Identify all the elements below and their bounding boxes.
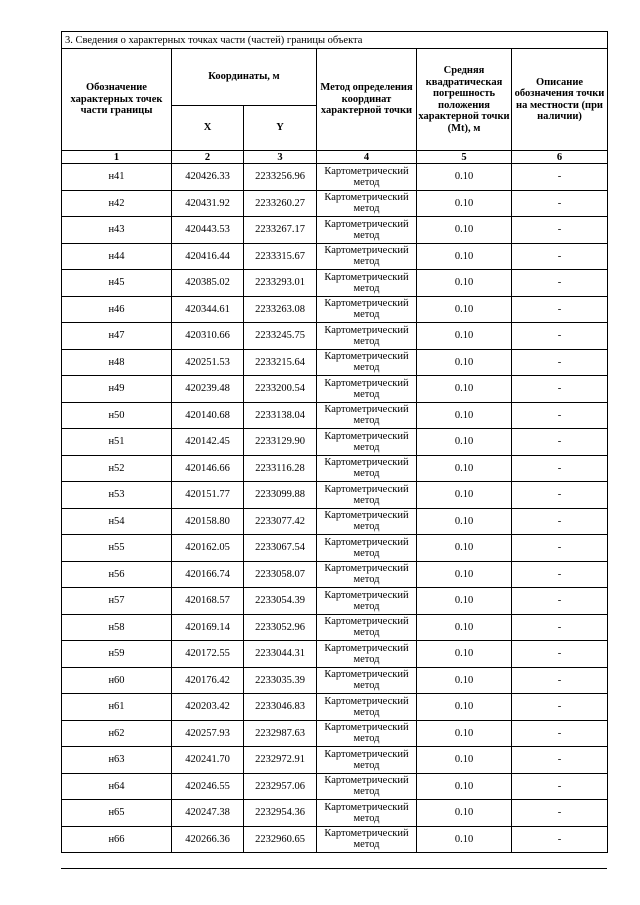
table-row <box>62 455 608 482</box>
cell-error: 0.10 <box>417 800 512 827</box>
cell-y-coordinate: 2232987.63 <box>244 720 317 747</box>
cell-error: 0.10 <box>417 323 512 350</box>
table-row <box>62 641 608 668</box>
cell-point-designation: н52 <box>62 455 172 482</box>
cell-x-coordinate: 420246.55 <box>172 773 244 800</box>
cell-point-designation: н53 <box>62 482 172 509</box>
cell-point-designation: н49 <box>62 376 172 403</box>
cell-error: 0.10 <box>417 482 512 509</box>
cell-y-coordinate: 2233035.39 <box>244 667 317 694</box>
table-caption: 3. Сведения о характерных точках части (частей) границы объекта <box>62 32 608 49</box>
column-number: 3 <box>244 151 317 164</box>
cell-error: 0.10 <box>417 190 512 217</box>
column-number-row <box>62 151 608 164</box>
table-row <box>62 800 608 827</box>
table-row <box>62 217 608 244</box>
cell-method: Картометрический метод <box>317 641 417 668</box>
cell-error: 0.10 <box>417 429 512 456</box>
cell-point-designation: н43 <box>62 217 172 244</box>
cell-point-designation: н41 <box>62 164 172 191</box>
cell-point-designation: н56 <box>62 561 172 588</box>
cell-point-designation: н46 <box>62 296 172 323</box>
cell-description: - <box>512 482 608 509</box>
cell-y-coordinate: 2233129.90 <box>244 429 317 456</box>
cell-method: Картометрический метод <box>317 349 417 376</box>
cell-description: - <box>512 641 608 668</box>
cell-method: Картометрический метод <box>317 800 417 827</box>
cell-description: - <box>512 323 608 350</box>
cell-x-coordinate: 420142.45 <box>172 429 244 456</box>
cell-method: Картометрический метод <box>317 588 417 615</box>
cell-x-coordinate: 420426.33 <box>172 164 244 191</box>
cell-y-coordinate: 2233260.27 <box>244 190 317 217</box>
cell-description: - <box>512 455 608 482</box>
cell-y-coordinate: 2233058.07 <box>244 561 317 588</box>
cell-description: - <box>512 402 608 429</box>
cell-method: Картометрический метод <box>317 217 417 244</box>
cell-method: Картометрический метод <box>317 561 417 588</box>
cell-y-coordinate: 2233263.08 <box>244 296 317 323</box>
cell-error: 0.10 <box>417 561 512 588</box>
cell-description: - <box>512 349 608 376</box>
cell-y-coordinate: 2233116.28 <box>244 455 317 482</box>
table-row <box>62 773 608 800</box>
table-row <box>62 561 608 588</box>
cell-x-coordinate: 420176.42 <box>172 667 244 694</box>
cell-method: Картометрический метод <box>317 720 417 747</box>
cell-method: Картометрический метод <box>317 402 417 429</box>
cell-point-designation: н48 <box>62 349 172 376</box>
cell-point-designation: н59 <box>62 641 172 668</box>
cell-x-coordinate: 420166.74 <box>172 561 244 588</box>
cell-y-coordinate: 2233267.17 <box>244 217 317 244</box>
cell-error: 0.10 <box>417 349 512 376</box>
table-row <box>62 508 608 535</box>
cell-description: - <box>512 217 608 244</box>
cell-point-designation: н50 <box>62 402 172 429</box>
table-row <box>62 826 608 853</box>
cell-method: Картометрический метод <box>317 243 417 270</box>
cell-method: Картометрический метод <box>317 455 417 482</box>
cell-error: 0.10 <box>417 641 512 668</box>
cell-method: Картометрический метод <box>317 667 417 694</box>
header-x: X <box>172 106 244 151</box>
cell-y-coordinate: 2232954.36 <box>244 800 317 827</box>
cell-y-coordinate: 2233256.96 <box>244 164 317 191</box>
table-row <box>62 243 608 270</box>
cell-description: - <box>512 800 608 827</box>
table-row <box>62 429 608 456</box>
cell-method: Картометрический метод <box>317 508 417 535</box>
cell-x-coordinate: 420203.42 <box>172 694 244 721</box>
cell-x-coordinate: 420168.57 <box>172 588 244 615</box>
cell-method: Картометрический метод <box>317 826 417 853</box>
cell-y-coordinate: 2233044.31 <box>244 641 317 668</box>
cell-point-designation: н61 <box>62 694 172 721</box>
cell-y-coordinate: 2232960.65 <box>244 826 317 853</box>
header-method: Метод определения координат характерной точки <box>317 49 417 151</box>
cell-description: - <box>512 667 608 694</box>
cell-y-coordinate: 2233293.01 <box>244 270 317 297</box>
table-row <box>62 667 608 694</box>
cell-point-designation: н54 <box>62 508 172 535</box>
cell-error: 0.10 <box>417 217 512 244</box>
cell-y-coordinate: 2233077.42 <box>244 508 317 535</box>
header-coordinates: Координаты, м <box>172 49 317 106</box>
cell-error: 0.10 <box>417 164 512 191</box>
cell-error: 0.10 <box>417 535 512 562</box>
column-number: 5 <box>417 151 512 164</box>
cell-point-designation: н55 <box>62 535 172 562</box>
cell-x-coordinate: 420140.68 <box>172 402 244 429</box>
cell-point-designation: н63 <box>62 747 172 774</box>
cell-method: Картометрический метод <box>317 773 417 800</box>
cell-description: - <box>512 694 608 721</box>
cell-error: 0.10 <box>417 614 512 641</box>
table-row <box>62 694 608 721</box>
cell-error: 0.10 <box>417 773 512 800</box>
cell-description: - <box>512 588 608 615</box>
cell-x-coordinate: 420151.77 <box>172 482 244 509</box>
table-row <box>62 190 608 217</box>
cell-error: 0.10 <box>417 455 512 482</box>
cell-description: - <box>512 190 608 217</box>
header-error: Средняя квадратическая погрешность положения характерной точки (Mt), м <box>417 49 512 151</box>
cell-method: Картометрический метод <box>317 747 417 774</box>
cell-method: Картометрический метод <box>317 482 417 509</box>
cell-y-coordinate: 2233138.04 <box>244 402 317 429</box>
cell-error: 0.10 <box>417 826 512 853</box>
cell-y-coordinate: 2233054.39 <box>244 588 317 615</box>
cell-point-designation: н58 <box>62 614 172 641</box>
cell-x-coordinate: 420162.05 <box>172 535 244 562</box>
cell-x-coordinate: 420266.36 <box>172 826 244 853</box>
cell-point-designation: н60 <box>62 667 172 694</box>
cell-point-designation: н42 <box>62 190 172 217</box>
cell-description: - <box>512 243 608 270</box>
table-row <box>62 296 608 323</box>
cell-error: 0.10 <box>417 720 512 747</box>
cell-description: - <box>512 614 608 641</box>
table-row <box>62 349 608 376</box>
column-number: 6 <box>512 151 608 164</box>
header-description: Описание обозначения точки на местности (при наличии) <box>512 49 608 151</box>
cell-x-coordinate: 420416.44 <box>172 243 244 270</box>
cell-x-coordinate: 420310.66 <box>172 323 244 350</box>
cell-x-coordinate: 420247.38 <box>172 800 244 827</box>
column-number: 2 <box>172 151 244 164</box>
cell-point-designation: н62 <box>62 720 172 747</box>
cell-x-coordinate: 420146.66 <box>172 455 244 482</box>
cell-x-coordinate: 420344.61 <box>172 296 244 323</box>
cell-x-coordinate: 420169.14 <box>172 614 244 641</box>
column-number: 1 <box>62 151 172 164</box>
cell-description: - <box>512 535 608 562</box>
cell-point-designation: н57 <box>62 588 172 615</box>
cell-x-coordinate: 420158.80 <box>172 508 244 535</box>
cell-point-designation: н64 <box>62 773 172 800</box>
cell-method: Картометрический метод <box>317 323 417 350</box>
header-y: Y <box>244 106 317 151</box>
boundary-points-table <box>61 31 608 853</box>
cell-description: - <box>512 561 608 588</box>
cell-description: - <box>512 296 608 323</box>
cell-x-coordinate: 420172.55 <box>172 641 244 668</box>
cell-x-coordinate: 420431.92 <box>172 190 244 217</box>
cell-description: - <box>512 270 608 297</box>
cell-description: - <box>512 508 608 535</box>
cell-error: 0.10 <box>417 588 512 615</box>
cell-y-coordinate: 2233215.64 <box>244 349 317 376</box>
cell-y-coordinate: 2232957.06 <box>244 773 317 800</box>
cell-error: 0.10 <box>417 747 512 774</box>
cell-method: Картометрический метод <box>317 270 417 297</box>
cell-description: - <box>512 164 608 191</box>
cell-point-designation: н47 <box>62 323 172 350</box>
cell-method: Картометрический метод <box>317 535 417 562</box>
table-body <box>62 164 608 853</box>
cell-y-coordinate: 2233200.54 <box>244 376 317 403</box>
cell-x-coordinate: 420239.48 <box>172 376 244 403</box>
cell-description: - <box>512 747 608 774</box>
cell-method: Картометрический метод <box>317 164 417 191</box>
table-row <box>62 720 608 747</box>
header-designation: Обозначение характерных точек части границы <box>62 49 172 151</box>
cell-x-coordinate: 420241.70 <box>172 747 244 774</box>
cell-error: 0.10 <box>417 376 512 403</box>
table-row <box>62 535 608 562</box>
cell-error: 0.10 <box>417 402 512 429</box>
cell-y-coordinate: 2233046.83 <box>244 694 317 721</box>
cell-x-coordinate: 420251.53 <box>172 349 244 376</box>
column-number: 4 <box>317 151 417 164</box>
cell-error: 0.10 <box>417 296 512 323</box>
cell-description: - <box>512 429 608 456</box>
cell-error: 0.10 <box>417 270 512 297</box>
table-row <box>62 588 608 615</box>
cell-description: - <box>512 376 608 403</box>
table-row <box>62 376 608 403</box>
footer-divider <box>61 868 607 869</box>
cell-point-designation: н66 <box>62 826 172 853</box>
table-row <box>62 402 608 429</box>
cell-point-designation: н44 <box>62 243 172 270</box>
cell-point-designation: н65 <box>62 800 172 827</box>
cell-y-coordinate: 2233315.67 <box>244 243 317 270</box>
cell-method: Картометрический метод <box>317 376 417 403</box>
cell-method: Картометрический метод <box>317 190 417 217</box>
cell-description: - <box>512 773 608 800</box>
table-row <box>62 270 608 297</box>
table-row <box>62 323 608 350</box>
cell-y-coordinate: 2232972.91 <box>244 747 317 774</box>
cell-method: Картометрический метод <box>317 296 417 323</box>
cell-error: 0.10 <box>417 694 512 721</box>
table-row <box>62 614 608 641</box>
cell-y-coordinate: 2233099.88 <box>244 482 317 509</box>
cell-method: Картометрический метод <box>317 429 417 456</box>
cell-error: 0.10 <box>417 243 512 270</box>
table-row <box>62 164 608 191</box>
cell-method: Картометрический метод <box>317 614 417 641</box>
cell-description: - <box>512 720 608 747</box>
cell-error: 0.10 <box>417 667 512 694</box>
cell-y-coordinate: 2233245.75 <box>244 323 317 350</box>
cell-method: Картометрический метод <box>317 694 417 721</box>
table-row <box>62 482 608 509</box>
cell-x-coordinate: 420443.53 <box>172 217 244 244</box>
cell-point-designation: н51 <box>62 429 172 456</box>
cell-description: - <box>512 826 608 853</box>
cell-y-coordinate: 2233052.96 <box>244 614 317 641</box>
cell-error: 0.10 <box>417 508 512 535</box>
cell-y-coordinate: 2233067.54 <box>244 535 317 562</box>
cell-point-designation: н45 <box>62 270 172 297</box>
cell-x-coordinate: 420385.02 <box>172 270 244 297</box>
table-row <box>62 747 608 774</box>
cell-x-coordinate: 420257.93 <box>172 720 244 747</box>
